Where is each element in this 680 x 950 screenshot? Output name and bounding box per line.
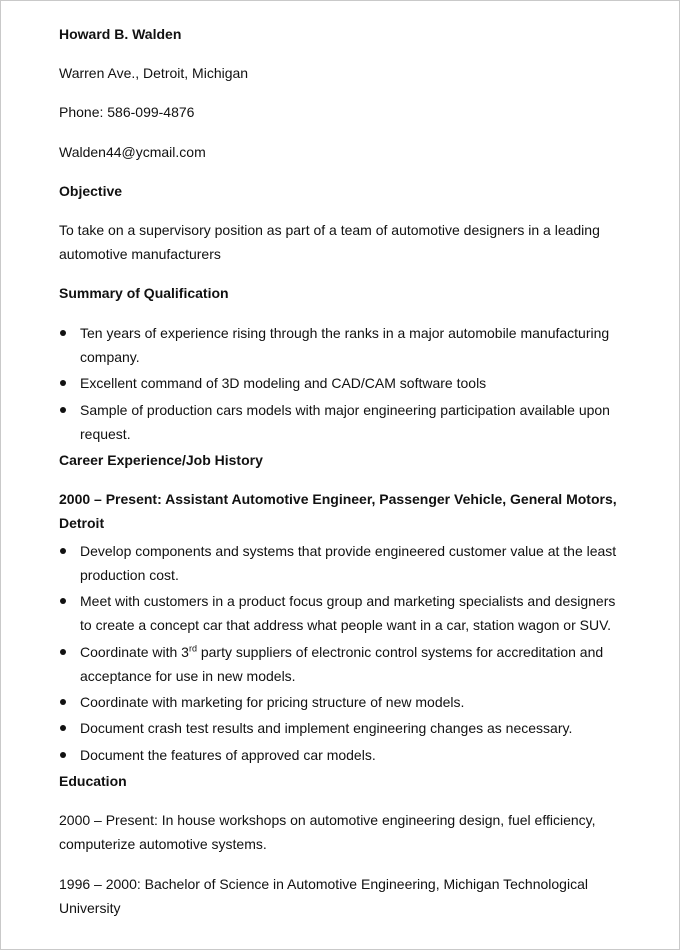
experience-item-text: Document crash test results and implement engineering changes as necessary. — [80, 720, 573, 736]
experience-item-text: Coordinate with marketing for pricing structure of new models. — [80, 694, 465, 710]
applicant-name: Howard B. Walden — [59, 26, 182, 42]
bullet-icon — [60, 725, 66, 731]
address: Warren Ave., Detroit, Michigan — [59, 65, 249, 81]
objective-text: To take on a supervisory position as part of a team of automotive designers in a leading automotive manufacturers — [59, 222, 600, 262]
experience-item-text — [80, 640, 625, 688]
experience-item-text: Meet with customers in a product focus group and marketing specialists and designers to create a concept car that address what people want in a car, station wagon or SUV. — [80, 593, 616, 633]
text-part: Coordinate with 3 — [80, 644, 189, 660]
bullet-icon — [60, 649, 66, 655]
summary-item-text: Excellent command of 3D modeling and CAD/CAM software tools — [80, 375, 487, 391]
bullet-icon — [60, 548, 66, 554]
education-entry: 1996 – 2000: Bachelor of Science in Automotive Engineering, Michigan Technological University — [59, 876, 588, 916]
text-part: party suppliers of electronic control systems for accreditation and acceptance for use in new models. — [80, 644, 604, 684]
education-entry: 2000 – Present: In house workshops on automotive engineering design, fuel efficiency, computerize automotive systems. — [59, 812, 596, 852]
experience-heading: Career Experience/Job History — [59, 452, 263, 468]
email: Walden44@ycmail.com — [59, 144, 206, 160]
bullet-icon — [60, 380, 66, 386]
bullet-icon — [60, 699, 66, 705]
experience-item-text: Document the features of approved car models. — [80, 747, 376, 763]
phone: Phone: 586-099-4876 — [59, 104, 195, 120]
summary-heading: Summary of Qualification — [59, 285, 229, 301]
objective-heading: Objective — [59, 183, 123, 199]
experience-item-text: Develop components and systems that provide engineered customer value at the least production cost. — [80, 543, 617, 583]
bullet-icon — [60, 407, 66, 413]
bullet-icon — [60, 752, 66, 758]
bullet-icon — [60, 598, 66, 604]
ordinal-suffix: rd — [188, 643, 197, 654]
summary-item-text: Sample of production cars models with major engineering participation available upon request. — [80, 402, 610, 442]
education-heading: Education — [59, 773, 127, 789]
job-title: 2000 – Present: Assistant Automotive Engineer, Passenger Vehicle, General Motors, Detroit — [59, 491, 617, 531]
summary-item-text: Ten years of experience rising through the ranks in a major automobile manufacturing company. — [80, 325, 610, 365]
bullet-icon — [60, 330, 66, 336]
